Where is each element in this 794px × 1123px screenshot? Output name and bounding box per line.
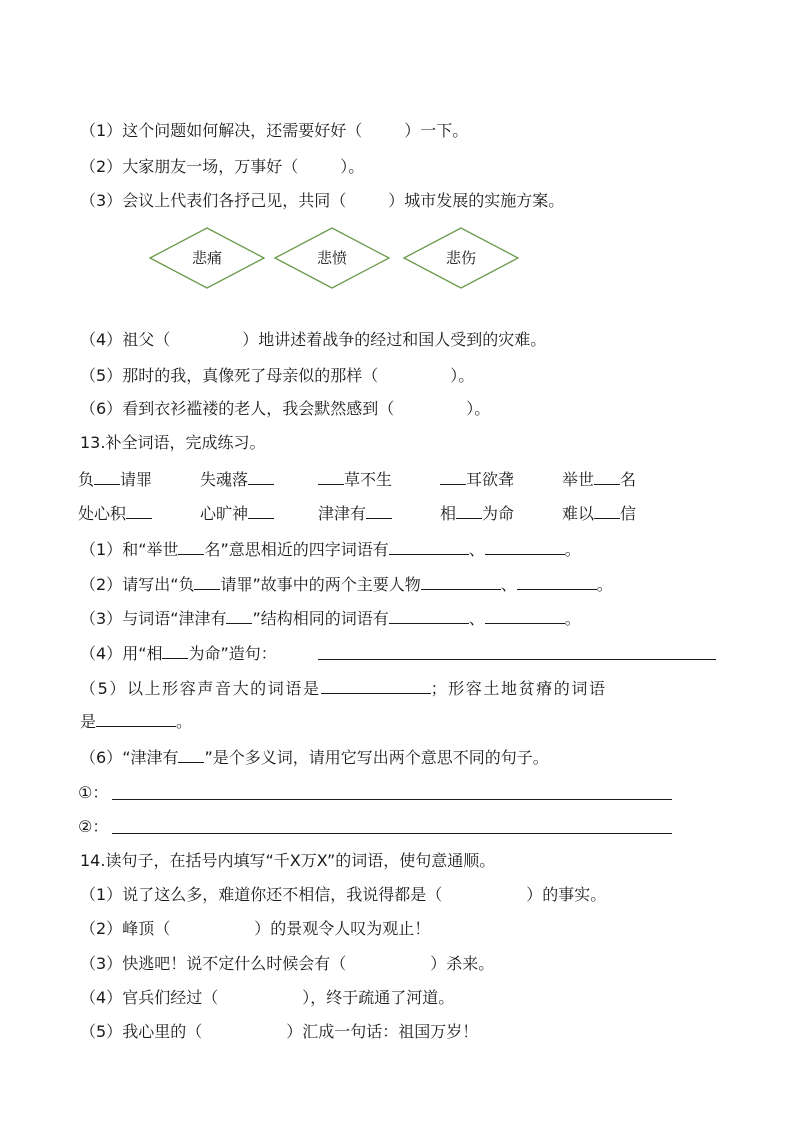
word-cell: 失魂落 xyxy=(200,468,274,491)
word-cell: 耳欲聋 xyxy=(440,468,514,491)
answer-blank[interactable] xyxy=(178,746,204,763)
answer-blank[interactable] xyxy=(248,502,274,519)
q14-title: 14.读句子，在括号内填写“千X万X”的词语，使句意通顺。 xyxy=(80,851,496,870)
word-cell: 津津有 xyxy=(318,502,392,525)
answer-blank[interactable] xyxy=(94,468,120,485)
q14-item-2: （2）峰顶（ ）的景观令人叹为观止！ xyxy=(80,919,431,938)
answer-blank[interactable] xyxy=(321,677,431,694)
q13-title: 13.补全词语，完成练习。 xyxy=(80,433,266,452)
answer-blank[interactable] xyxy=(248,468,274,485)
answer-blank[interactable] xyxy=(226,607,252,624)
answer-blank[interactable] xyxy=(485,607,565,624)
word-cell: 相 为命 xyxy=(440,504,515,523)
answer-blank[interactable] xyxy=(594,502,620,519)
q12-item-2: （2）大家朋友一场，万事好（ ）。 xyxy=(80,157,365,176)
sentence-answer-line[interactable] xyxy=(318,659,716,660)
diamond-word-3: 悲伤 xyxy=(445,249,477,267)
word-cell: 负 请罪 xyxy=(78,470,153,489)
q13-sub-5: （5）以上形容声音大的词语是 ；形容土地贫瘠的词语 xyxy=(80,679,607,698)
answer-blank[interactable] xyxy=(517,573,597,590)
diamond-shape-1 xyxy=(150,228,264,288)
q12-item-5: （5）那时的我，真像死了母亲似的那样（ ）。 xyxy=(80,366,475,385)
diamond-word-2: 悲愤 xyxy=(316,249,348,267)
answer-blank[interactable] xyxy=(194,573,220,590)
answer-blank[interactable] xyxy=(162,642,188,659)
word-cell: 心旷神 xyxy=(200,502,274,525)
q14-item-4: （4）官兵们经过（ ），终于疏通了河道。 xyxy=(80,988,455,1007)
q13-sub-5-cont: 是 。 xyxy=(80,712,193,731)
word-cell: 举世 名 xyxy=(562,470,637,489)
diamond-shape-2 xyxy=(275,228,389,288)
answer-blank[interactable] xyxy=(366,502,392,519)
q14-item-5: （5）我心里的（ ）汇成一句话：祖国万岁！ xyxy=(80,1022,479,1041)
answer-blank[interactable] xyxy=(456,502,482,519)
q13-sub-4: （4）用“相 为命”造句： xyxy=(80,644,277,663)
q13-sub-6: （6）“津津有 ”是个多义词，请用它写出两个意思不同的句子。 xyxy=(80,748,549,767)
q13-sub-1: （1）和“举世 名”意思相近的四字词语有 、 。 xyxy=(80,540,581,559)
answer-blank[interactable] xyxy=(178,538,204,555)
word-cell: 难以 信 xyxy=(562,504,637,523)
q12-item-4: （4）祖父（ ）地讲述着战争的经过和国人受到的灾难。 xyxy=(80,330,547,349)
q13-sub-3: （3）与词语“津津有 ”结构相同的词语有 、 。 xyxy=(80,609,581,628)
word-cell: 处心积 xyxy=(78,502,152,525)
answer-blank[interactable] xyxy=(318,468,344,485)
answer-blank[interactable] xyxy=(389,607,469,624)
answer-blank[interactable] xyxy=(485,538,565,555)
q12-item-3: （3）会议上代表们各抒己见，共同（ ）城市发展的实施方案。 xyxy=(80,191,565,210)
sentence-answer-line[interactable] xyxy=(112,833,672,834)
answer-blank[interactable] xyxy=(421,573,501,590)
diamond-shape-3 xyxy=(404,228,518,288)
diamond-word-1: 悲痛 xyxy=(191,249,223,267)
q13-sub-2: （2）请写出“负 请罪”故事中的两个主要人物 、 。 xyxy=(80,575,613,594)
q13-sentence-1: ①： xyxy=(78,783,109,802)
answer-blank[interactable] xyxy=(594,468,620,485)
answer-blank[interactable] xyxy=(440,468,466,485)
q14-item-1: （1）说了这么多，难道你还不相信，我说得都是（ ）的事实。 xyxy=(80,885,607,904)
q12-item-6: （6）看到衣衫褴褛的老人，我会默然感到（ ）。 xyxy=(80,399,491,418)
answer-blank[interactable] xyxy=(389,538,469,555)
q14-item-3: （3）快逃吧！说不定什么时候会有（ ）杀来。 xyxy=(80,954,495,973)
answer-blank[interactable] xyxy=(96,710,176,727)
sentence-answer-line[interactable] xyxy=(112,799,672,800)
answer-blank[interactable] xyxy=(126,502,152,519)
q12-item-1: （1）这个问题如何解决，还需要好好（ ）一下。 xyxy=(80,121,469,140)
word-cell: 草不生 xyxy=(318,468,392,491)
q13-sentence-2: ②： xyxy=(78,817,109,836)
